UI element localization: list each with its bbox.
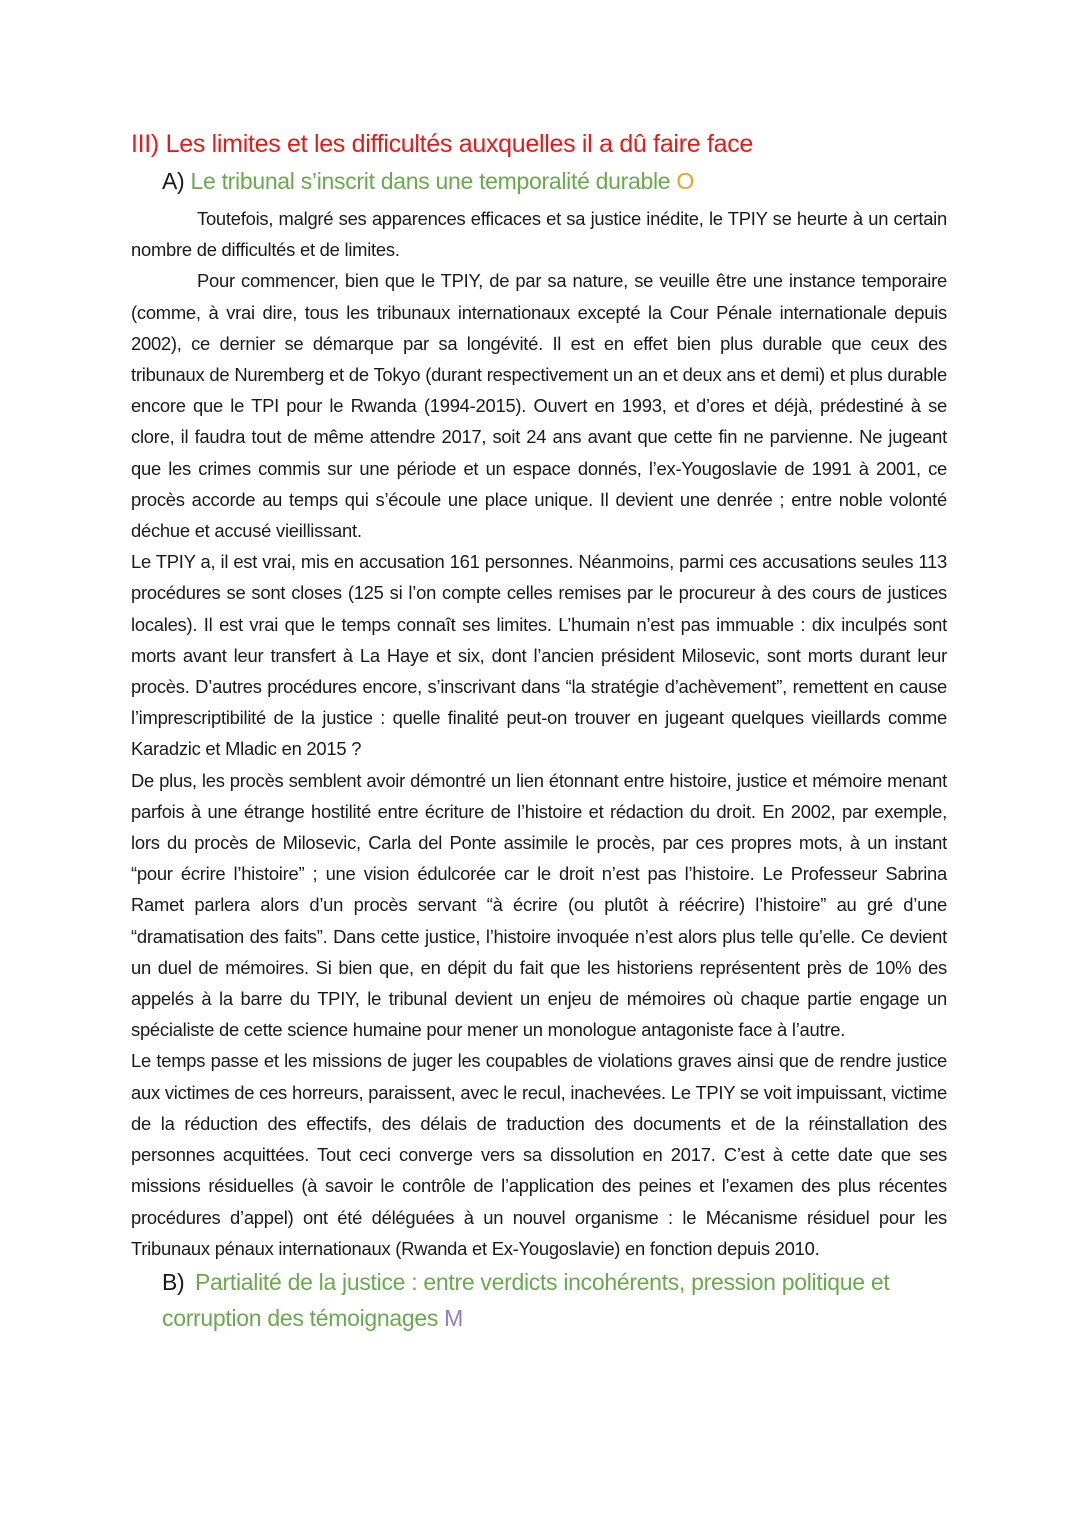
subsection-a-mark: O bbox=[676, 168, 694, 194]
subsection-a-title: Le tribunal s’inscrit dans une temporalité durable bbox=[190, 168, 671, 194]
body-text bbox=[131, 203, 947, 1264]
subsection-b-title: Partialité de la justice : entre verdicts incohérents, pression politique et corruption des témoignages bbox=[162, 1269, 890, 1331]
subsection-a-letter: A) bbox=[162, 168, 185, 194]
paragraph-history-memory: De plus, les procès semblent avoir démontré un lien étonnant entre histoire, justice et mémoire menant parfois à une étrange hostilité entre écriture de l’histoire et rédaction du droit. En 2002, par exemple, lors du procès de Milosevic, Carla del Ponte assimile le procès, par ces propres mots, à un instant “pour écrire l’histoire” ; une vision édulcorée car le droit n’est pas l’histoire. Le Professeur Sabrina Ramet parlera alors d’un procès servant “à écrire (ou plutôt à réécrire) l’histoire” au gré d’une “dramatisation des faits”. Dans cette justice, l’histoire invoquée n’est alors plus telle qu’elle. Ce devient un duel de mémoires. Si bien que, en dépit du fait que les historiens représentent près de 10% des appelés à la barre du TPIY, le tribunal devient un enjeu de mémoires où chaque partie engage un spécialiste de cette science humaine pour mener un monologue antagoniste face à l’autre. bbox=[131, 769, 947, 1041]
subsection-b-mark: M bbox=[444, 1305, 463, 1331]
section-heading: III) Les limites et les difficultés auxquelles il a dû faire face bbox=[131, 130, 754, 158]
paragraph-accusations: Le TPIY a, il est vrai, mis en accusation 161 personnes. Néanmoins, parmi ces accusations seules 113 procédures se sont closes (125 si l’on compte celles remises par le procureur à des cours de justices locales). Il est vrai que le temps connaît ses limites. L’humain n’est pas immuable : dix inculpés sont morts avant leur transfert à La Haye et six, dont l’ancien président Milosevic, sont morts durant leur procès. D’autres procédures encore, s’inscrivant dans “la stratégie d’achèvement”, remettent en cause l’imprescriptibilité de la justice : quelle finalité peut-on trouver en jugeant quelques vieillards comme Karadzic et Mladic en 2015 ? bbox=[131, 551, 947, 760]
paragraph-longevity: Pour commencer, bien que le TPIY, de par sa nature, se veuille être une instance temporaire (comme, à vrai dire, tous les tribunaux internationaux excepté la Cour Pénale internationale depuis 2002), ce dernier se démarque par sa longévité. Il est en effet bien plus durable que ceux des tribunaux de Nuremberg et de Tokyo (durant respectivement un an et deux ans et demi) et plus durable encore que le TPI pour le Rwanda (1994-2015). Ouvert en 1993, et d’ores et déjà, prédestiné à se clore, il faudra tout de même attendre 2017, soit 24 ans avant que cette fin ne parvienne. Ne jugeant que les crimes commis sur une période et un espace donnés, l’ex-Yougoslavie de 1991 à 2001, ce procès accorde au temps qui s’écoule une place unique. Il devient une denrée ; entre noble volonté déchue et accusé vieillissant. bbox=[131, 270, 947, 542]
subsection-b-letter: B) bbox=[162, 1269, 185, 1295]
paragraph-intro: Toutefois, malgré ses apparences efficaces et sa justice inédite, le TPIY se heurte à un certain nombre de difficultés et de limites. bbox=[131, 208, 947, 261]
paragraph-dissolution: Le temps passe et les missions de juger les coupables de violations graves ainsi que de rendre justice aux victimes de ces horreurs, paraissent, avec le recul, inachevées. Le TPIY se voit impuissant, victime de la réduction des effectifs, des délais de traduction des documents et de la réinstallation des personnes acquittées. Tout ceci converge vers sa dissolution en 2017. C’est à cette date que ses missions résiduelles (à savoir le contrôle de l’application des peines et l’examen des plus récentes procédures d’appel) ont été déléguées à un nouvel organisme : le Mécanisme résiduel pour les Tribunaux pénaux internationaux (Rwanda et Ex-Yougoslavie) en fonction depuis 2010. bbox=[131, 1050, 947, 1259]
subsection-b-heading bbox=[162, 1264, 952, 1336]
subsection-a-heading bbox=[162, 168, 694, 195]
